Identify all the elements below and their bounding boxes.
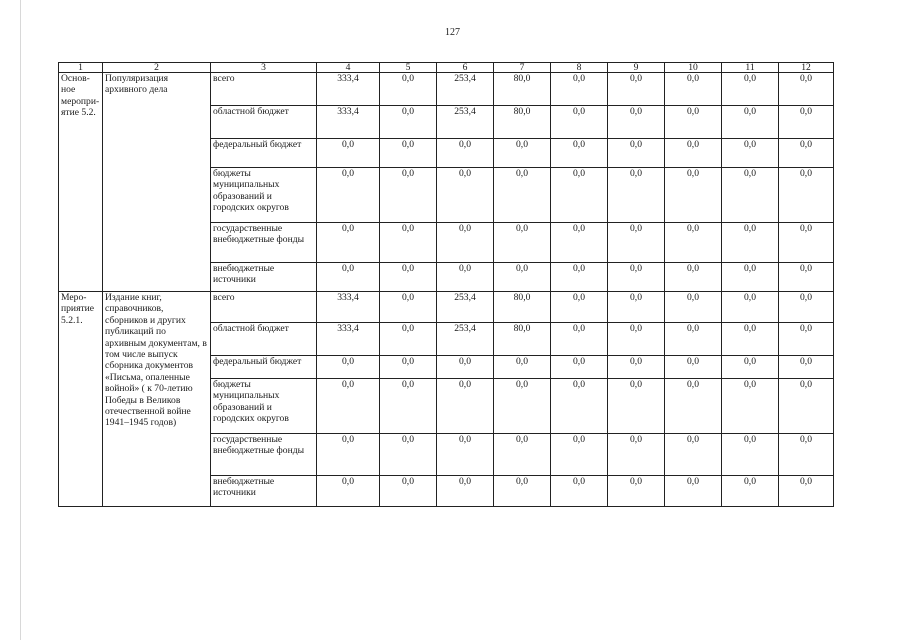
value-cell: 0,0 xyxy=(779,73,834,106)
value-cell: 0,0 xyxy=(437,434,494,476)
value-cell: 0,0 xyxy=(608,73,665,106)
value-cell: 0,0 xyxy=(665,263,722,292)
value-cell: 0,0 xyxy=(317,263,380,292)
value-cell: 333,4 xyxy=(317,323,380,356)
funding-source-cell: федеральный бюджет xyxy=(211,356,317,379)
value-cell: 0,0 xyxy=(779,476,834,507)
value-cell: 0,0 xyxy=(779,323,834,356)
value-cell: 0,0 xyxy=(551,323,608,356)
header-cell: 9 xyxy=(608,63,665,73)
value-cell: 0,0 xyxy=(779,379,834,434)
value-cell: 333,4 xyxy=(317,73,380,106)
value-cell: 0,0 xyxy=(380,323,437,356)
value-cell: 0,0 xyxy=(665,106,722,139)
value-cell: 0,0 xyxy=(722,168,779,223)
value-cell: 0,0 xyxy=(551,168,608,223)
value-cell: 0,0 xyxy=(380,356,437,379)
value-cell: 0,0 xyxy=(437,263,494,292)
value-cell: 0,0 xyxy=(608,434,665,476)
value-cell: 0,0 xyxy=(380,379,437,434)
header-cell: 11 xyxy=(722,63,779,73)
value-cell: 0,0 xyxy=(494,356,551,379)
value-cell: 0,0 xyxy=(608,476,665,507)
value-cell: 333,4 xyxy=(317,106,380,139)
header-cell: 7 xyxy=(494,63,551,73)
value-cell: 0,0 xyxy=(551,292,608,323)
value-cell: 253,4 xyxy=(437,323,494,356)
value-cell: 0,0 xyxy=(665,223,722,263)
value-cell: 0,0 xyxy=(779,106,834,139)
value-cell: 0,0 xyxy=(608,139,665,168)
funding-source-cell: областной бюджет xyxy=(211,106,317,139)
value-cell: 0,0 xyxy=(494,434,551,476)
funding-source-cell: бюджеты муниципальных образований и городских округов xyxy=(211,379,317,434)
value-cell: 0,0 xyxy=(779,139,834,168)
header-cell: 4 xyxy=(317,63,380,73)
funding-source-cell: всего xyxy=(211,292,317,323)
value-cell: 0,0 xyxy=(317,434,380,476)
value-cell: 0,0 xyxy=(665,139,722,168)
value-cell: 0,0 xyxy=(608,263,665,292)
value-cell: 80,0 xyxy=(494,106,551,139)
header-row xyxy=(59,63,834,73)
value-cell: 0,0 xyxy=(665,73,722,106)
value-cell: 0,0 xyxy=(779,168,834,223)
value-cell: 0,0 xyxy=(722,223,779,263)
value-cell: 0,0 xyxy=(380,434,437,476)
value-cell: 0,0 xyxy=(437,379,494,434)
value-cell: 0,0 xyxy=(722,263,779,292)
value-cell: 0,0 xyxy=(551,434,608,476)
value-cell: 0,0 xyxy=(665,379,722,434)
activity-name-cell: Издание книг, справочников, сборников и других публикаций по архивным документам, в том числе выпуск сборника документов «Письма, опаленные войной» ( к 70-летию Победы в Великов отечественной войне 1941–1945 годов) xyxy=(103,292,211,507)
value-cell: 0,0 xyxy=(779,356,834,379)
header-cell: 6 xyxy=(437,63,494,73)
value-cell: 0,0 xyxy=(494,263,551,292)
value-cell: 0,0 xyxy=(551,263,608,292)
value-cell: 0,0 xyxy=(551,356,608,379)
value-cell: 0,0 xyxy=(608,292,665,323)
value-cell: 0,0 xyxy=(665,356,722,379)
value-cell: 0,0 xyxy=(380,168,437,223)
value-cell: 0,0 xyxy=(665,292,722,323)
value-cell: 0,0 xyxy=(380,292,437,323)
header-cell: 12 xyxy=(779,63,834,73)
value-cell: 0,0 xyxy=(779,223,834,263)
value-cell: 80,0 xyxy=(494,73,551,106)
value-cell: 0,0 xyxy=(551,476,608,507)
table-row xyxy=(59,292,834,323)
value-cell: 0,0 xyxy=(551,139,608,168)
value-cell: 0,0 xyxy=(779,434,834,476)
value-cell: 0,0 xyxy=(494,379,551,434)
value-cell: 0,0 xyxy=(722,476,779,507)
value-cell: 0,0 xyxy=(380,139,437,168)
value-cell: 0,0 xyxy=(551,106,608,139)
value-cell: 0,0 xyxy=(437,139,494,168)
value-cell: 0,0 xyxy=(665,434,722,476)
value-cell: 0,0 xyxy=(722,323,779,356)
page-edge-line xyxy=(20,0,21,640)
value-cell: 0,0 xyxy=(494,223,551,263)
funding-source-cell: внебюджетные источники xyxy=(211,263,317,292)
value-cell: 0,0 xyxy=(317,168,380,223)
funding-source-cell: государственные внебюджетные фонды xyxy=(211,223,317,263)
value-cell: 80,0 xyxy=(494,323,551,356)
value-cell: 333,4 xyxy=(317,292,380,323)
value-cell: 0,0 xyxy=(551,223,608,263)
value-cell: 0,0 xyxy=(779,263,834,292)
funding-source-cell: федеральный бюджет xyxy=(211,139,317,168)
value-cell: 0,0 xyxy=(317,379,380,434)
value-cell: 0,0 xyxy=(665,323,722,356)
value-cell: 0,0 xyxy=(722,73,779,106)
header-cell: 1 xyxy=(59,63,103,73)
value-cell: 253,4 xyxy=(437,106,494,139)
activity-code-cell: Основ-ное меропри-ятие 5.2. xyxy=(59,73,103,292)
header-cell: 3 xyxy=(211,63,317,73)
header-cell: 8 xyxy=(551,63,608,73)
value-cell: 0,0 xyxy=(380,73,437,106)
value-cell: 0,0 xyxy=(437,168,494,223)
value-cell: 0,0 xyxy=(437,223,494,263)
value-cell: 0,0 xyxy=(437,356,494,379)
value-cell: 253,4 xyxy=(437,73,494,106)
page-number: 127 xyxy=(445,27,460,38)
value-cell: 0,0 xyxy=(317,223,380,263)
funding-source-cell: областной бюджет xyxy=(211,323,317,356)
value-cell: 0,0 xyxy=(317,356,380,379)
value-cell: 0,0 xyxy=(380,106,437,139)
value-cell: 0,0 xyxy=(608,223,665,263)
value-cell: 0,0 xyxy=(494,139,551,168)
value-cell: 0,0 xyxy=(380,476,437,507)
funding-source-cell: внебюджетные источники xyxy=(211,476,317,507)
value-cell: 0,0 xyxy=(317,476,380,507)
value-cell: 0,0 xyxy=(722,139,779,168)
value-cell: 0,0 xyxy=(380,263,437,292)
value-cell: 0,0 xyxy=(722,292,779,323)
funding-source-cell: бюджеты муниципальных образований и городских округов xyxy=(211,168,317,223)
value-cell: 0,0 xyxy=(722,106,779,139)
value-cell: 0,0 xyxy=(608,323,665,356)
value-cell: 0,0 xyxy=(437,476,494,507)
header-cell: 2 xyxy=(103,63,211,73)
value-cell: 0,0 xyxy=(551,379,608,434)
value-cell: 0,0 xyxy=(722,434,779,476)
value-cell: 0,0 xyxy=(494,476,551,507)
value-cell: 0,0 xyxy=(665,476,722,507)
value-cell: 80,0 xyxy=(494,292,551,323)
table-row xyxy=(59,73,834,106)
value-cell: 0,0 xyxy=(608,356,665,379)
header-cell: 10 xyxy=(665,63,722,73)
activity-name-cell: Популяризация архивного дела xyxy=(103,73,211,292)
value-cell: 0,0 xyxy=(779,292,834,323)
value-cell: 0,0 xyxy=(608,168,665,223)
funding-source-cell: государственные внебюджетные фонды xyxy=(211,434,317,476)
funding-source-cell: всего xyxy=(211,73,317,106)
value-cell: 0,0 xyxy=(722,356,779,379)
value-cell: 0,0 xyxy=(380,223,437,263)
header-cell: 5 xyxy=(380,63,437,73)
value-cell: 0,0 xyxy=(722,379,779,434)
value-cell: 0,0 xyxy=(608,106,665,139)
value-cell: 0,0 xyxy=(317,139,380,168)
value-cell: 0,0 xyxy=(551,73,608,106)
value-cell: 0,0 xyxy=(494,168,551,223)
value-cell: 253,4 xyxy=(437,292,494,323)
value-cell: 0,0 xyxy=(608,379,665,434)
value-cell: 0,0 xyxy=(665,168,722,223)
activity-code-cell: Меро-приятие 5.2.1. xyxy=(59,292,103,507)
budget-table xyxy=(58,62,834,507)
